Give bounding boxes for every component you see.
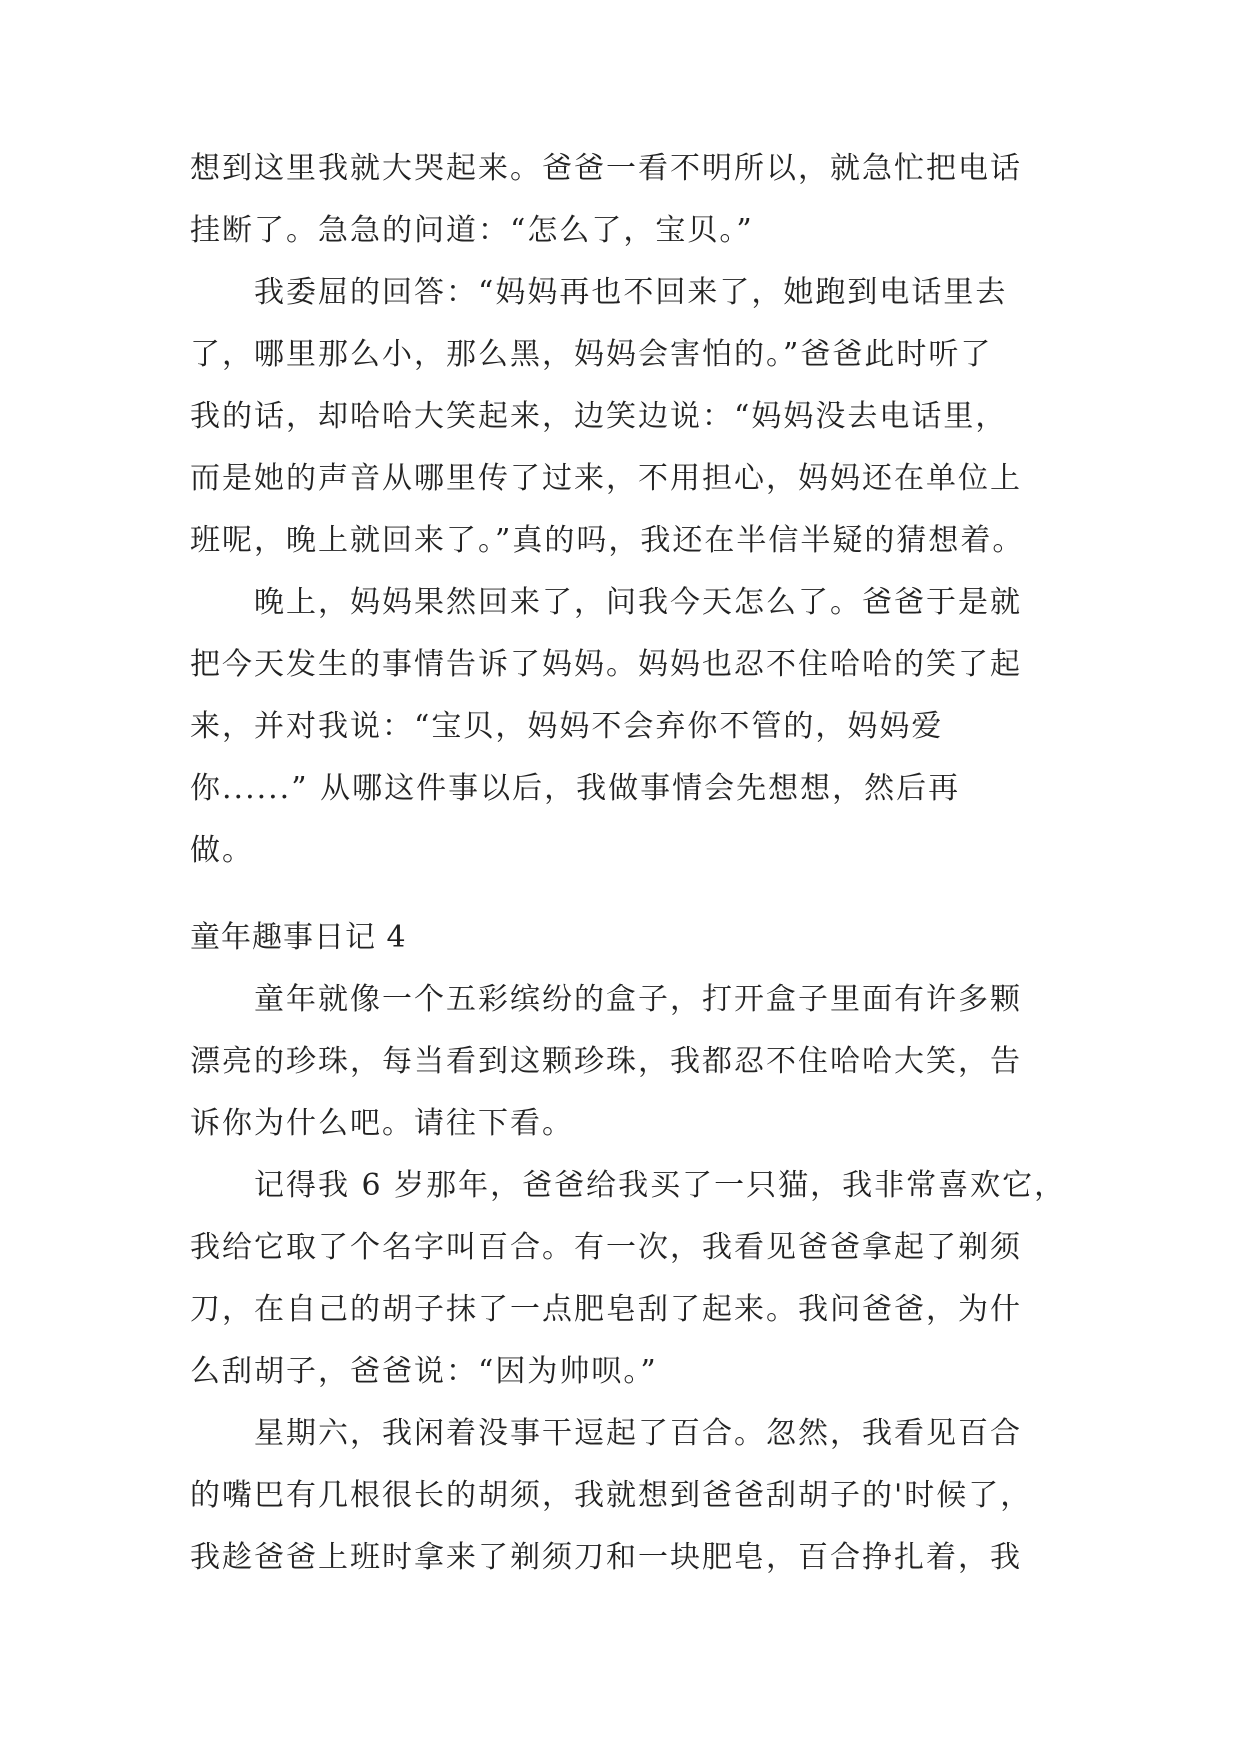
paragraph-line: 你......” 从哪这件事以后，我做事情会先想想，然后再 — [190, 771, 961, 806]
paragraph-line: 班呢，晚上就回来了。”真的吗，我还在半信半疑的猜想着。 — [190, 523, 1025, 558]
paragraph-line: 刀，在自己的胡子抹了一点肥皂刮了起来。我问爸爸，为什 — [190, 1292, 1022, 1327]
paragraph-line: 把今天发生的事情告诉了妈妈。妈妈也忍不住哈哈的笑了起 — [190, 647, 1022, 682]
paragraph-line: 星期六，我闲着没事干逗起了百合。忽然，我看见百合 — [254, 1416, 1022, 1451]
paragraph-line: 我委屈的回答：“妈妈再也不回来了，她跑到电话里去 — [254, 275, 1008, 310]
section-heading-wrapper — [190, 907, 1050, 969]
paragraph-line: 挂断了。急急的问道：“怎么了，宝贝。” — [190, 213, 754, 248]
paragraph-line: 而是她的声音从哪里传了过来，不用担心，妈妈还在单位上 — [190, 461, 1022, 496]
paragraph-line: 我的话，却哈哈大笑起来，边笑边说：“妈妈没去电话里， — [190, 399, 1008, 434]
paragraph-line: 来，并对我说：“宝贝，妈妈不会弃你不管的，妈妈爱 — [190, 709, 944, 744]
section-b — [190, 969, 1067, 1589]
section-heading: 童年趣事日记 4 — [190, 920, 407, 955]
paragraph-line: 晚上，妈妈果然回来了，问我今天怎么了。爸爸于是就 — [254, 585, 1022, 620]
paragraph-line: 么刮胡子，爸爸说：“因为帅呗。” — [190, 1354, 658, 1389]
paragraph-line: 了，哪里那么小，那么黑，妈妈会害怕的。”爸爸此时听了 — [190, 337, 993, 372]
section-a — [190, 138, 1050, 882]
paragraph-line: 做。 — [190, 833, 254, 868]
paragraph-line: 我趁爸爸上班时拿来了剃须刀和一块肥皂，百合挣扎着，我 — [190, 1540, 1022, 1575]
paragraph-line: 漂亮的珍珠，每当看到这颗珍珠，我都忍不住哈哈大笑，告 — [190, 1044, 1022, 1079]
paragraph-line: 想到这里我就大哭起来。爸爸一看不明所以，就急忙把电话 — [190, 151, 1022, 186]
paragraph-line: 的嘴巴有几根很长的胡须，我就想到爸爸刮胡子的'时候了， — [190, 1478, 1033, 1513]
paragraph-line: 记得我 6 岁那年，爸爸给我买了一只猫，我非常喜欢它， — [254, 1168, 1067, 1203]
paragraph-line: 诉你为什么吧。请往下看。 — [190, 1106, 574, 1141]
paragraph-line: 童年就像一个五彩缤纷的盒子，打开盒子里面有许多颗 — [254, 982, 1022, 1017]
paragraph-line: 我给它取了个名字叫百合。有一次，我看见爸爸拿起了剃须 — [190, 1230, 1022, 1265]
